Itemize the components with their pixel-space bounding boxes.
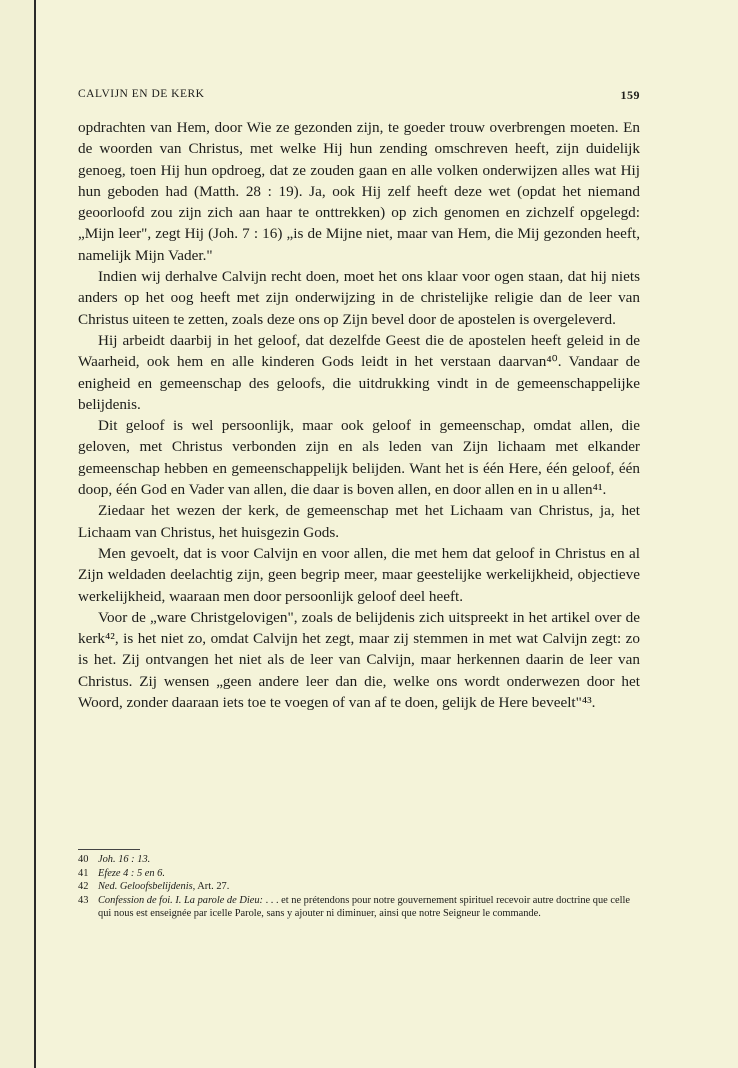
paragraph: Voor de „ware Christgelovigen", zoals de belijdenis zich uitspreekt in het artikel over de kerk⁴², is het niet zo, omdat Calvijn het zegt, maar zij stemmen in met wat Calvijn zegt: zo is het. Zij ontvangen het niet als de leer van Calvijn, maar herkennen daarin de leer van Christus. Zij wensen „geen andere leer dan die, welke ons wordt onderwezen door het Woord, zonder daaraan iets toe te voegen of van af te doen, gelijk de Here beveelt"⁴³. bbox=[78, 608, 640, 712]
footnote bbox=[78, 867, 644, 881]
footnote-text: . . . et ne prétendons pour notre gouvernement spirituel recevoir autre doctrine que celle qui nous est enseignée par icelle Parole, sans y ajouter ni diminuer, ainsi que notre Seigneur le commande. bbox=[98, 894, 630, 920]
footnote-reference: Ned. Geloofsbelijdenis, bbox=[98, 881, 196, 893]
paragraph: Men gevoelt, dat is voor Calvijn en voor allen, die met hem dat geloof in Christus en al Zijn weldaden deelachtig zijn, geen begrip meer, maar geestelijke werkelijkheid, objectieve werkelijkheid, waaraan men door persoonlijk geloof deel heeft. bbox=[78, 544, 640, 605]
paragraph: Dit geloof is wel persoonlijk, maar ook geloof in gemeenschap, omdat allen, die geloven, met Christus verbonden zijn en als leden van Zijn lichaam met elkander gemeenschap hebben en gemeenschappelijk belijden. Want het is één Here, één geloof, één doop, één God en Vader van allen, die daar is boven allen, en door allen en in u allen⁴¹. bbox=[78, 417, 640, 499]
footnote-text: Art. 27. bbox=[195, 881, 230, 893]
paragraph: Indien wij derhalve Calvijn recht doen, moet het ons klaar voor ogen staan, dat hij niets anders op het oog heeft met zijn onderwijzing in de christelijke religie dan de leer van Christus uiteen te zetten, zoals deze ons op Zijn bevel door de apostelen is overgeleverd. bbox=[78, 268, 640, 328]
footnote-number: 41 bbox=[78, 867, 89, 879]
paragraph: opdrachten van Hem, door Wie ze gezonden zijn, te goeder trouw overbrengen moeten. En de woorden van Christus, met welke Hij hun zending omschreven heeft, zijn duidelijk genoeg, toen Hij hun opdroeg, dat ze zouden gaan en alle volken onderwijzen alles wat Hij hun geboden had (Matth. 28 : 19). Ja, ook Hij zelf heeft deze wet (opdat het niemand geoorloofd zou zijn zich aan haar te onttrekken) op zich genomen en zichzelf opgelegd: „Mijn leer", zegt Hij (Joh. 7 : 16) „is de Mijne niet, maar van Hem, die Mij gezonden heeft, namelijk Mijn Vader." bbox=[78, 119, 640, 264]
running-title: CALVIJN EN DE KERK bbox=[78, 88, 205, 100]
paragraph: Ziedaar het wezen der kerk, de gemeenschap met het Lichaam van Christus, ja, het Lichaam van Christus, het huisgezin Gods. bbox=[78, 502, 640, 541]
footnote bbox=[78, 880, 644, 894]
footnote-number: 42 bbox=[78, 881, 89, 893]
footnote-number: 40 bbox=[78, 854, 89, 865]
footnote-number: 43 bbox=[78, 894, 89, 906]
footnote-reference: Efeze 4 : 5 en 6. bbox=[98, 867, 165, 879]
book-page bbox=[34, 0, 738, 1068]
footnote-rule bbox=[78, 849, 140, 850]
body-text bbox=[78, 117, 640, 713]
paragraph: Hij arbeidt daarbij in het geloof, dat dezelfde Geest die de apostelen heeft geleid in de Waarheid, ook hem en alle kinderen Gods leidt in het verstaan daarvan⁴⁰. Vandaar de enigheid en gemeenschap des geloofs, die uitdrukking vindt in de gemeenschappelijke belijdenis. bbox=[78, 331, 640, 413]
running-header bbox=[78, 88, 640, 103]
footnote bbox=[78, 853, 644, 867]
footnote-reference: Confession de foi. I. La parole de Dieu: bbox=[98, 894, 263, 906]
footnote-reference: Joh. 16 : 13. bbox=[98, 854, 151, 865]
footnotes bbox=[78, 853, 644, 921]
footnote bbox=[78, 894, 644, 921]
page-number: 159 bbox=[620, 88, 640, 102]
